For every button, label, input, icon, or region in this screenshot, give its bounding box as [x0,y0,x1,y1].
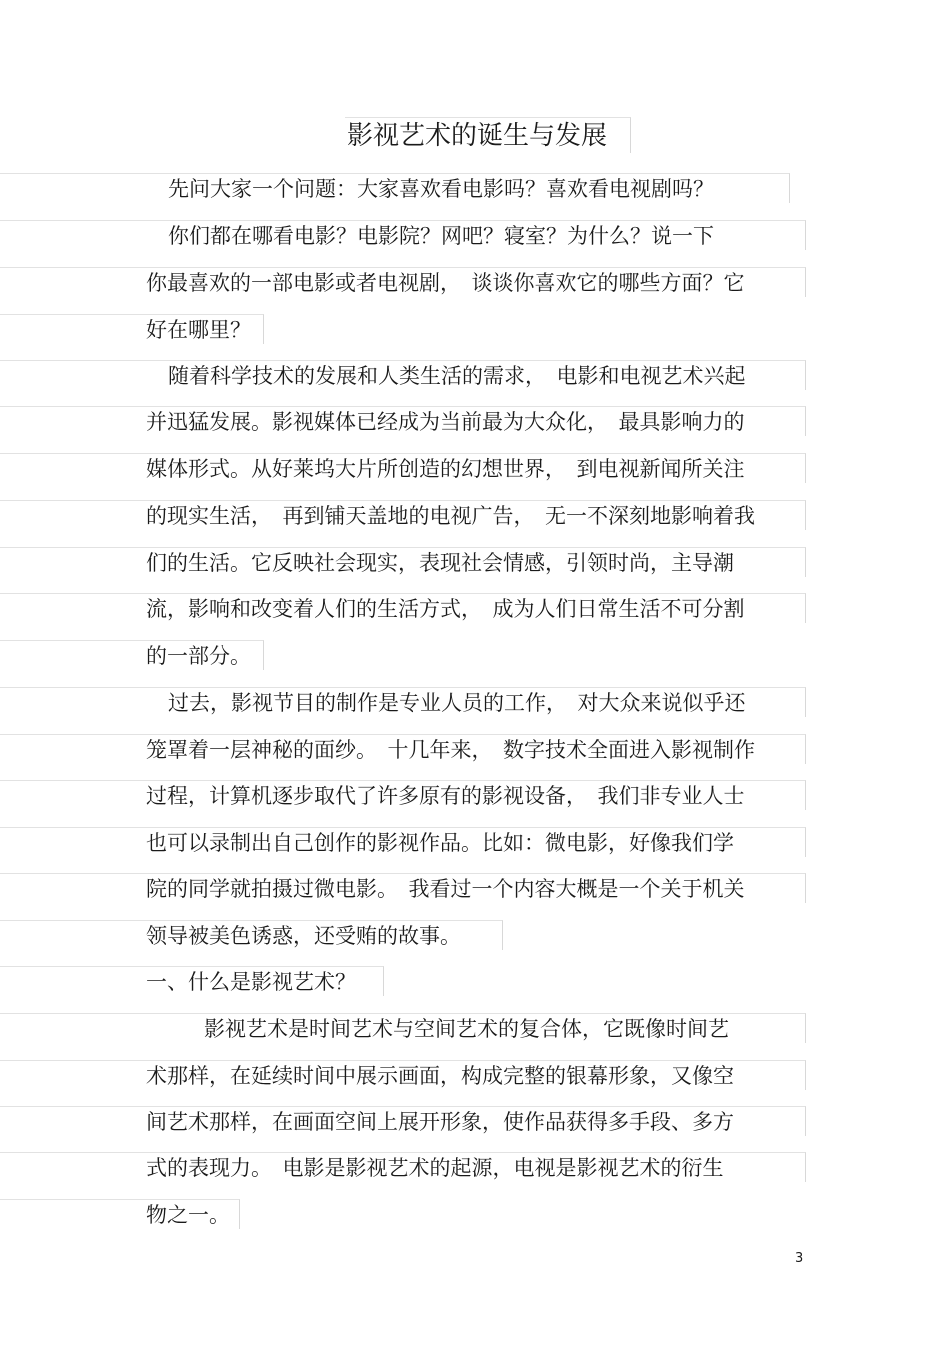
text-line: 影视艺术是时间艺术与空间艺术的复合体，它既像时间艺 [0,1013,806,1043]
text-line: 随着科学技术的发展和人类生活的需求， 电影和电视艺术兴起 [0,360,806,390]
text-line: 的一部分。 [0,640,264,670]
text-line: 式的表现力。 电影是影视艺术的起源，电视是影视艺术的衍生 [0,1152,806,1182]
text-line: 物之一。 [0,1199,240,1229]
page-title: 影视艺术的诞生与发展 [345,117,631,153]
text-line: 好在哪里？ [0,314,264,344]
text-line: 间艺术那样，在画面空间上展开形象，使作品获得多手段、多方 [0,1106,806,1136]
text-line: 院的同学就拍摄过微电影。 我看过一个内容大概是一个关于机关 [0,873,806,903]
text-line: 流，影响和改变着人们的生活方式， 成为人们日常生活不可分割 [0,593,806,623]
text-line: 媒体形式。从好莱坞大片所创造的幻想世界， 到电视新闻所关注 [0,453,806,483]
section-heading: 一、什么是影视艺术？ [0,966,384,996]
text-line: 过去，影视节目的制作是专业人员的工作， 对大众来说似乎还 [0,687,806,717]
text-line: 你最喜欢的一部电影或者电视剧， 谈谈你喜欢它的哪些方面？它 [0,267,806,297]
text-line: 术那样，在延续时间中展示画面，构成完整的银幕形象，又像空 [0,1060,806,1090]
text-line: 并迅猛发展。影视媒体已经成为当前最为大众化， 最具影响力的 [0,406,806,436]
text-line: 领导被美色诱惑，还受贿的故事。 [0,920,503,950]
text-line: 过程，计算机逐步取代了许多原有的影视设备， 我们非专业人士 [0,780,806,810]
text-line: 你们都在哪看电影？电影院？网吧？寝室？为什么？说一下 [0,220,806,250]
text-line: 先问大家一个问题：大家喜欢看电影吗？喜欢看电视剧吗？ [0,173,790,203]
text-line: 的现实生活， 再到铺天盖地的电视广告， 无一不深刻地影响着我 [0,500,806,530]
text-line: 也可以录制出自己创作的影视作品。比如：微电影，好像我们学 [0,827,806,857]
page-number: 3 [795,1251,804,1266]
text-line: 们的生活。它反映社会现实，表现社会情感，引领时尚，主导潮 [0,547,806,577]
text-line: 笼罩着一层神秘的面纱。 十几年来， 数字技术全面进入影视制作 [0,734,806,764]
